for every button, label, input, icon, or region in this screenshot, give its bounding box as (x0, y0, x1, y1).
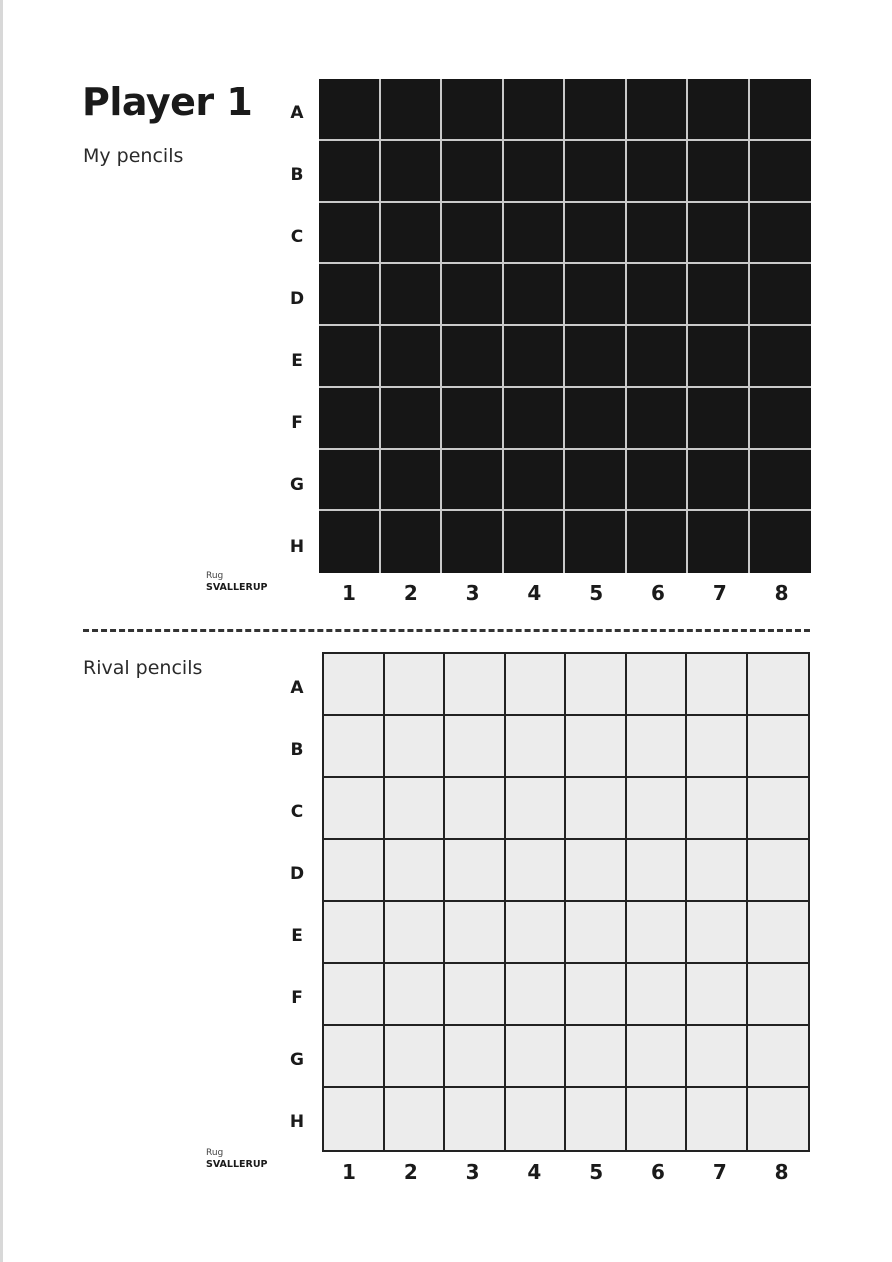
grid-cell-e2 (385, 902, 446, 964)
grid-cell-b1 (319, 141, 381, 203)
grid-cell-g2 (385, 1026, 446, 1088)
grid-cell-f4 (506, 964, 567, 1026)
column-label-8: 8 (774, 581, 789, 605)
column-label-8: 8 (774, 1160, 789, 1184)
grid-cell-a4 (504, 79, 566, 141)
grid-cell-a3 (445, 654, 506, 716)
grid-cell-f7 (687, 964, 748, 1026)
grid-cell-f6 (627, 964, 688, 1026)
grid-cell-b7 (687, 716, 748, 778)
grid-cell-f1 (324, 964, 385, 1026)
grid-cell-a5 (565, 79, 627, 141)
grid-cell-a2 (385, 654, 446, 716)
column-label-6: 6 (651, 1160, 665, 1184)
grid-cell-c5 (565, 203, 627, 265)
grid-cell-e7 (688, 326, 750, 388)
grid-cell-a1 (319, 79, 381, 141)
grid-cell-c2 (385, 778, 446, 840)
grid-cell-a2 (381, 79, 443, 141)
grid-cell-d5 (565, 264, 627, 326)
grid-cell-f1 (319, 388, 381, 450)
row-label-a: A (290, 103, 304, 123)
grid-cell-c2 (381, 203, 443, 265)
grid-cell-h4 (504, 511, 566, 573)
grid-cell-e8 (748, 902, 809, 964)
row-label-a: A (290, 678, 304, 698)
grid-cell-h1 (324, 1088, 385, 1150)
grid-cell-b5 (565, 141, 627, 203)
grid-cell-e7 (687, 902, 748, 964)
grid-cell-f5 (565, 388, 627, 450)
rug-kind-label: Rug (206, 571, 224, 581)
row-label-c: C (290, 802, 304, 822)
column-label-2: 2 (403, 1160, 418, 1184)
grid-cell-b4 (504, 141, 566, 203)
column-label-7: 7 (712, 581, 727, 605)
row-label-b: B (290, 740, 304, 760)
grid-cell-d4 (504, 264, 566, 326)
grid-cell-h3 (445, 1088, 506, 1150)
column-label-3: 3 (465, 1160, 480, 1184)
grid-cell-d5 (566, 840, 627, 902)
grid-cell-h8 (750, 511, 812, 573)
grid-cell-g4 (506, 1026, 567, 1088)
grid-cell-f4 (504, 388, 566, 450)
grid-cell-c7 (688, 203, 750, 265)
grid-cell-h8 (748, 1088, 809, 1150)
grid-cell-c1 (319, 203, 381, 265)
grid-cell-d8 (750, 264, 812, 326)
grid-cell-d6 (627, 840, 688, 902)
grid-cell-a4 (506, 654, 567, 716)
grid-cell-f8 (748, 964, 809, 1026)
grid-cell-d1 (324, 840, 385, 902)
grid-cell-e8 (750, 326, 812, 388)
grid-cell-h4 (506, 1088, 567, 1150)
grid-cell-d7 (687, 840, 748, 902)
grid-cell-h7 (688, 511, 750, 573)
grid-cell-f2 (381, 388, 443, 450)
grid-cell-c4 (504, 203, 566, 265)
grid-cell-e4 (504, 326, 566, 388)
rival-pencils-grid (322, 652, 810, 1152)
row-label-g: G (290, 1050, 304, 1070)
row-label-d: D (289, 289, 305, 309)
grid-cell-g6 (627, 450, 689, 512)
grid-cell-e6 (627, 902, 688, 964)
grid-cell-h5 (566, 1088, 627, 1150)
grid-cell-g7 (687, 1026, 748, 1088)
grid-cell-h2 (381, 511, 443, 573)
column-label-4: 4 (527, 1160, 542, 1184)
grid-cell-h3 (442, 511, 504, 573)
grid-cell-g5 (565, 450, 627, 512)
row-label-e: E (291, 926, 303, 946)
grid-cell-c6 (627, 778, 688, 840)
column-label-5: 5 (589, 1160, 604, 1184)
column-label-4: 4 (527, 581, 542, 605)
grid-cell-g7 (688, 450, 750, 512)
grid-cell-d6 (627, 264, 689, 326)
grid-cell-f8 (750, 388, 812, 450)
grid-cell-f7 (688, 388, 750, 450)
grid-cell-d7 (688, 264, 750, 326)
grid-cell-g1 (319, 450, 381, 512)
grid-cell-g8 (750, 450, 812, 512)
grid-cell-b7 (688, 141, 750, 203)
grid-cell-c3 (445, 778, 506, 840)
grid-cell-b2 (385, 716, 446, 778)
grid-cell-g3 (442, 450, 504, 512)
grid-cell-e6 (627, 326, 689, 388)
grid-cell-c3 (442, 203, 504, 265)
grid-cell-e2 (381, 326, 443, 388)
grid-cell-b5 (566, 716, 627, 778)
row-label-h: H (289, 537, 305, 557)
grid-cell-g6 (627, 1026, 688, 1088)
grid-cell-b8 (748, 716, 809, 778)
grid-cell-f2 (385, 964, 446, 1026)
grid-cell-b3 (442, 141, 504, 203)
grid-cell-g1 (324, 1026, 385, 1088)
grid-cell-f3 (442, 388, 504, 450)
grid-cell-d8 (748, 840, 809, 902)
column-label-6: 6 (651, 581, 665, 605)
grid-cell-a1 (324, 654, 385, 716)
grid-cell-d3 (445, 840, 506, 902)
cut-line-divider (83, 629, 810, 632)
column-label-7: 7 (712, 1160, 727, 1184)
rival-pencils-label: Rival pencils (83, 657, 203, 679)
grid-cell-d2 (385, 840, 446, 902)
grid-cell-h2 (385, 1088, 446, 1150)
grid-cell-c8 (750, 203, 812, 265)
grid-cell-a7 (688, 79, 750, 141)
grid-cell-h7 (687, 1088, 748, 1150)
grid-cell-e1 (319, 326, 381, 388)
grid-cell-a6 (627, 654, 688, 716)
grid-cell-a8 (750, 79, 812, 141)
rug-kind-label: Rug (206, 1148, 224, 1158)
grid-cell-b8 (750, 141, 812, 203)
page-edge (0, 0, 3, 1262)
grid-cell-c1 (324, 778, 385, 840)
grid-cell-c6 (627, 203, 689, 265)
player-title: Player 1 (82, 80, 253, 124)
column-label-2: 2 (403, 581, 418, 605)
grid-cell-c8 (748, 778, 809, 840)
grid-cell-h5 (565, 511, 627, 573)
grid-cell-e4 (506, 902, 567, 964)
grid-cell-b4 (506, 716, 567, 778)
grid-cell-e3 (442, 326, 504, 388)
grid-cell-a6 (627, 79, 689, 141)
my-pencils-grid (319, 79, 811, 573)
my-pencils-label: My pencils (83, 145, 184, 167)
row-label-c: C (290, 227, 304, 247)
grid-cell-b6 (627, 141, 689, 203)
grid-cell-a3 (442, 79, 504, 141)
grid-cell-b3 (445, 716, 506, 778)
grid-cell-a5 (566, 654, 627, 716)
grid-cell-b1 (324, 716, 385, 778)
column-label-1: 1 (342, 1160, 356, 1184)
row-label-f: F (291, 988, 303, 1008)
column-label-3: 3 (465, 581, 480, 605)
grid-cell-e5 (566, 902, 627, 964)
grid-cell-g4 (504, 450, 566, 512)
grid-cell-e3 (445, 902, 506, 964)
column-label-5: 5 (589, 581, 604, 605)
grid-cell-f5 (566, 964, 627, 1026)
grid-cell-b2 (381, 141, 443, 203)
rug-brand-name: SVALLERUP (206, 582, 268, 593)
grid-cell-c7 (687, 778, 748, 840)
grid-cell-b6 (627, 716, 688, 778)
grid-cell-h6 (627, 511, 689, 573)
grid-cell-e1 (324, 902, 385, 964)
grid-cell-d1 (319, 264, 381, 326)
row-label-g: G (290, 475, 304, 495)
my-rug-brand (206, 571, 268, 594)
grid-cell-g8 (748, 1026, 809, 1088)
grid-cell-c5 (566, 778, 627, 840)
grid-cell-a8 (748, 654, 809, 716)
row-label-f: F (291, 413, 303, 433)
grid-cell-e5 (565, 326, 627, 388)
grid-cell-h1 (319, 511, 381, 573)
row-label-b: B (290, 165, 304, 185)
grid-cell-c4 (506, 778, 567, 840)
grid-cell-g3 (445, 1026, 506, 1088)
row-label-d: D (289, 864, 305, 884)
row-label-e: E (291, 351, 303, 371)
grid-cell-f6 (627, 388, 689, 450)
grid-cell-h6 (627, 1088, 688, 1150)
grid-cell-g5 (566, 1026, 627, 1088)
row-label-h: H (289, 1112, 305, 1132)
column-label-1: 1 (342, 581, 356, 605)
grid-cell-d2 (381, 264, 443, 326)
rug-brand-name: SVALLERUP (206, 1159, 268, 1170)
grid-cell-a7 (687, 654, 748, 716)
grid-cell-g2 (381, 450, 443, 512)
grid-cell-f3 (445, 964, 506, 1026)
grid-cell-d4 (506, 840, 567, 902)
grid-cell-d3 (442, 264, 504, 326)
rival-rug-brand (206, 1148, 268, 1171)
